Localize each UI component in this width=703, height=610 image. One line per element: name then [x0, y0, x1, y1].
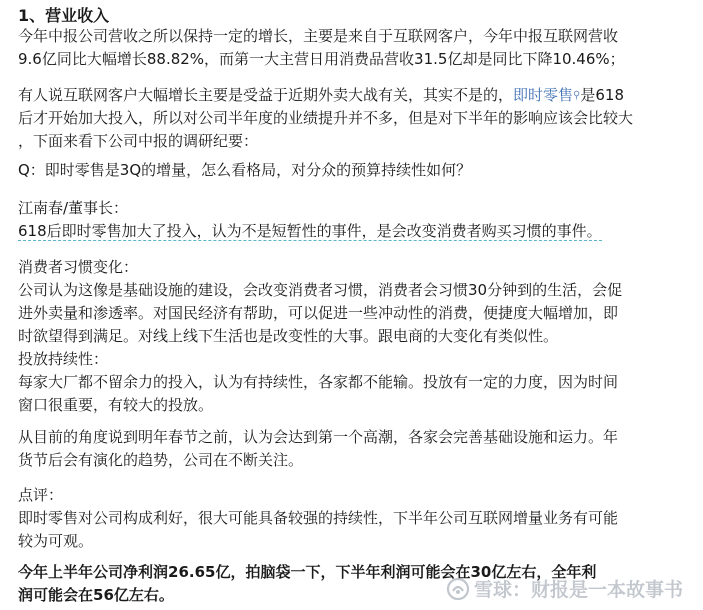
text-line: 润可能会在56亿左右。 — [18, 586, 174, 604]
paragraph-conclusion — [18, 561, 685, 607]
section-heading: 1、营业收入 — [18, 6, 110, 25]
paragraph-outlook — [18, 426, 685, 472]
paragraph-comment — [18, 484, 685, 553]
question-line: Q：即时零售是3Q的增量，怎么看格局，对分众的预算持续性如何？ — [18, 161, 472, 179]
text-line: 窗口很重要，有较大的投放。 — [18, 396, 214, 414]
text-fragment: 有人说互联网客户大幅增长主要是受益于近期外卖大战有关，其实不是的， — [18, 86, 514, 104]
paragraph-habit — [18, 256, 685, 348]
paragraph-revenue — [18, 25, 685, 71]
text-line: 进外卖量和渗透率。对国民经济有帮助，可以促进一些冲动性的消费，便捷度大幅增加，即 — [18, 304, 619, 322]
text-line: 即时零售对公司构成利好，很大可能具备较强的持续性，下半年公司互联网增量业务有可能 — [18, 509, 619, 527]
text-line: 从目前的角度说到明年春节之前，认为会达到第一个高潮，各家会完善基础设施和运力。年 — [18, 428, 619, 446]
text-line: 后才开始加大投入，所以对公司半年度的业绩提升并不多，但是对下半年的影响应该会比较大 — [18, 109, 634, 127]
answer-text: 618后即时零售加大了投入，认为不是短暂性的事件，是会改变消费者购买习惯的事件。 — [18, 222, 602, 240]
watermark-text: 雪球：财报是一本故事书 — [473, 579, 683, 601]
text-line: 货节后会有演化的趋势，公司在不断关注。 — [18, 451, 304, 469]
paragraph-takeout — [18, 84, 685, 153]
paragraph-invest — [18, 348, 685, 417]
subheading: 点评： — [18, 486, 64, 504]
text-line: 较为可观。 — [18, 532, 94, 550]
search-icon: ⚲ — [573, 90, 581, 101]
text-fragment: 是618 — [580, 86, 624, 104]
subheading: 投放持续性： — [18, 350, 109, 368]
text-line: 公司认为这像是基础设施的建设，会改变消费者习惯，消费者会习惯30分钟到的生活，会促 — [18, 281, 623, 299]
speaker-name: 江南春/董事长： — [18, 199, 129, 217]
text-line: 每家大厂都不留余力的投入，认为有持续性，各家都不能输。投放有一定的力度，因为时间 — [18, 373, 619, 391]
text-line — [18, 84, 685, 107]
answer-block — [18, 197, 685, 243]
answer-line — [18, 220, 685, 243]
text-line: ，下面来看下公司中报的调研纪要： — [18, 132, 259, 150]
text-line: 9.6亿同比大幅增长88.82%，而第一大主营日用消费品营收31.5亿却是同比下降10.46%； — [18, 50, 625, 68]
instant-retail-link[interactable]: 即时零售 — [513, 86, 574, 104]
subheading: 消费者习惯变化： — [18, 258, 139, 276]
text-line: 今年中报公司营收之所以保持一定的增长，主要是来自于互联网客户，今年中报互联网营收 — [18, 27, 619, 45]
text-line: 时欲望得到满足。对线上线下生活也是改变性的大事。跟电商的大变化有类似性。 — [18, 327, 559, 345]
question-text — [18, 159, 685, 182]
text-line: 今年上半年公司净利润26.65亿，拍脑袋一下，下半年利润可能会在30亿左右，全年利 — [18, 563, 597, 581]
